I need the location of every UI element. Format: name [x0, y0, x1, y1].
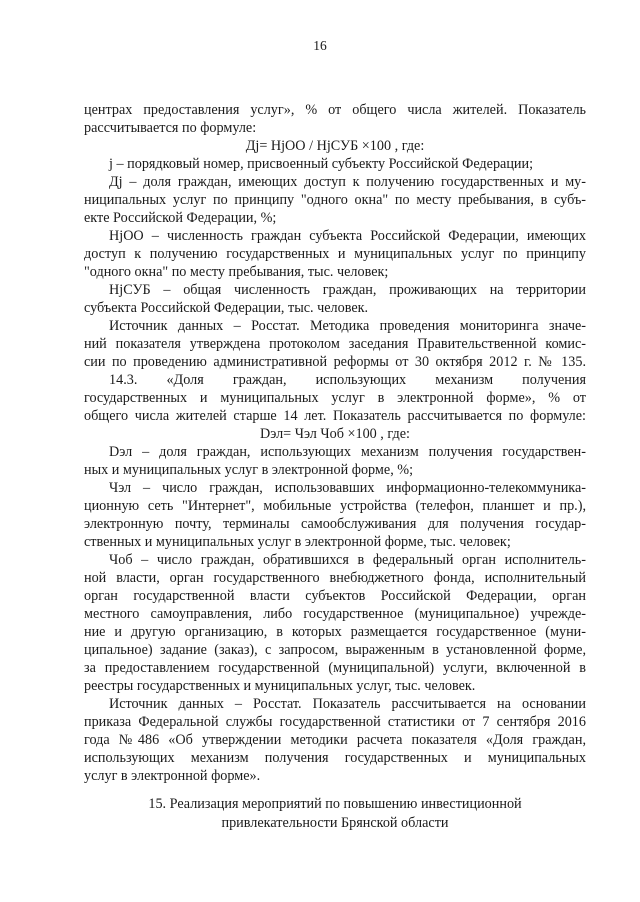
formula-del: Dэл= Чэл Чоб ×100 , где:	[260, 426, 410, 442]
text-line: сии по проведению административной реформы от 30 октября 2012 г. № 135.	[84, 354, 586, 370]
text-line: приказа Федеральной службы государственной статистики от 7 сентября 2016	[84, 714, 586, 730]
text-line: j – порядковый номер, присвоенный субъекту Российской Федерации;	[109, 156, 534, 172]
text-line: ние и другую организацию, в которых размещается государственное (муни-	[84, 624, 586, 640]
text-line: общего числа жителей старше 14 лет. Показатель рассчитывается по формуле:	[84, 408, 586, 424]
text-line: электронную почту, терминалы самообслуживания для получения государ-	[84, 516, 586, 532]
section-heading	[84, 795, 586, 833]
text-line: "одного окна" по месту пребывания, тыс. человек;	[84, 264, 389, 280]
text-line: екте Российской Федерации, %;	[84, 210, 277, 226]
text-line: реестры государственных и муниципальных услуг, тыс. человек.	[84, 678, 476, 694]
text-line: государственных и муниципальных услуг в электронной форме», % от	[84, 390, 586, 406]
text-line: рассчитывается по формуле:	[84, 120, 257, 136]
page-number: 16	[313, 38, 327, 53]
text-line: ционную сеть "Интернет", мобильные устройства (телефон, планшет и пр.),	[84, 498, 586, 514]
formula-dj: Дj= НjОО / НjСУБ ×100 , где:	[245, 138, 425, 154]
text-line: Чоб – число граждан, обратившихся в федеральный орган исполнитель-	[109, 552, 586, 568]
text-line: доступ к получению государственных и муниципальных услуг по принципу	[84, 246, 586, 262]
text-line: услуг в электронной форме».	[84, 768, 261, 784]
section-heading-line: привлекательности Брянской области	[221, 815, 449, 831]
text-line: использующих механизм получения государственных и муниципальных	[84, 750, 586, 766]
text-line: за предоставлением государственной (муниципальной) услуги, включенной в	[84, 660, 586, 676]
text-line: ной власти, орган государственного внебюджетного фонда, исполнительный	[84, 570, 586, 586]
text-line: НjОО – численность граждан субъекта Российской Федерации, имеющих	[109, 228, 586, 244]
text-line: Источник данных – Росстат. Методика проведения мониторинга значе-	[109, 318, 586, 334]
text-line: НjСУБ – общая численность граждан, проживающих на территории	[109, 282, 586, 298]
text-line: Чэл – число граждан, использовавших информационно-телекоммуника-	[109, 480, 586, 496]
text-line: года №486 «Об утверждении методики расчета показателя «Доля граждан,	[84, 732, 586, 748]
text-line: субъекта Российской Федерации, тыс. человек.	[84, 300, 369, 316]
body-text	[84, 101, 586, 785]
text-line: Dэл – доля граждан, использующих механизм получения государствен-	[109, 444, 586, 460]
text-line: ципальное) задание (заказ), с запросом, выраженным в установленной форме,	[84, 642, 586, 658]
item-heading-14-3: 14.3. «Доля граждан, использующих механизм получения	[109, 372, 586, 388]
text-line: ственных и муниципальных услуг в электронной форме, тыс. человек;	[84, 534, 511, 550]
text-line: ниципальных услуг по принципу "одного окна" по месту пребывания, в субъ-	[84, 192, 586, 208]
section-heading-line: 15. Реализация мероприятий по повышению инвестиционной	[148, 796, 522, 812]
text-line: Источник данных – Росстат. Показатель рассчитывается на основании	[109, 696, 586, 712]
text-line: центрах предоставления услуг», % от общего числа жителей. Показатель	[84, 102, 586, 118]
text-line: ных и муниципальных услуг в электронной форме, %;	[84, 462, 414, 478]
text-line: местного самоуправления, либо государственное (муниципальное) учрежде-	[84, 606, 586, 622]
text-line: Дj – доля граждан, имеющих доступ к получению государственных и му-	[109, 174, 586, 190]
text-line: орган государственной власти субъектов Российской Федерации, орган	[84, 588, 586, 604]
text-line: ний показателя утверждена протоколом заседания Правительственной комис-	[84, 336, 586, 352]
